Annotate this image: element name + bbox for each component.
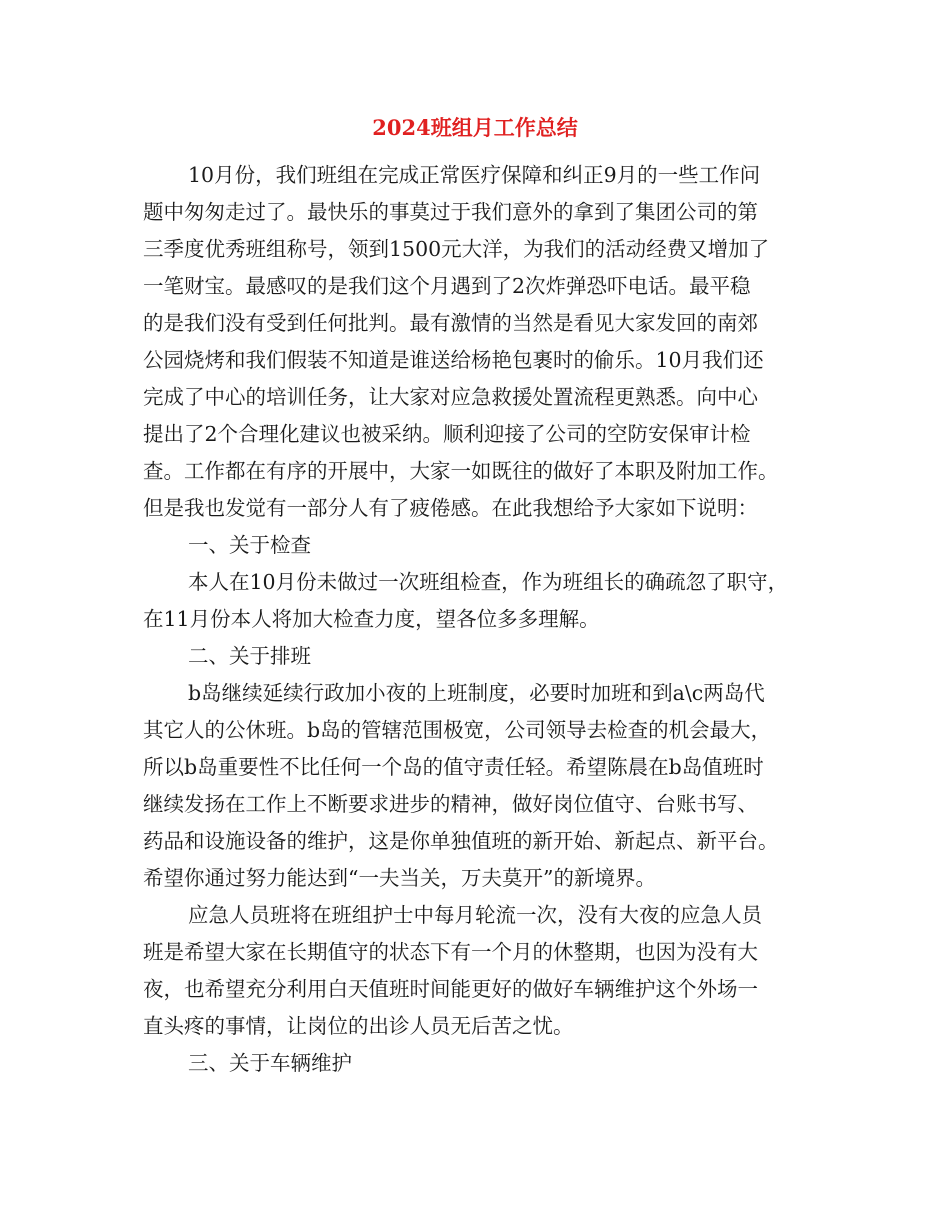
paragraph-line: 所以b岛重要性不比任何一个岛的值守责任轻。希望陈晨在b岛值班时 xyxy=(143,755,764,779)
paragraph-line: 但是我也发觉有一部分人有了疲倦感。在此我想给予大家如下说明： xyxy=(143,496,758,520)
paragraph-line: 希望你通过努力能达到“一夫当关，万夫莫开”的新境界。 xyxy=(143,866,656,890)
section-heading-inspection: 一、关于检查 xyxy=(188,533,311,557)
paragraph-line: 公园烧烤和我们假装不知道是谁送给杨艳包裹时的偷乐。10月我们还 xyxy=(143,348,764,372)
paragraph-line: 直头疼的事情，让岗位的出诊人员无后苦之忧。 xyxy=(143,1014,574,1038)
section-heading-vehicle-maintenance: 三、关于车辆维护 xyxy=(188,1051,352,1075)
paragraph-line: 的是我们没有受到任何批判。最有激情的当然是看见大家发回的南郊 xyxy=(143,311,758,335)
paragraph-line: 一笔财宝。最感叹的是我们这个月遇到了2次炸弹恐吓电话。最平稳 xyxy=(143,274,751,298)
paragraph-line: 三季度优秀班组称号，领到1500元大洋，为我们的活动经费又增加了 xyxy=(143,237,770,261)
document-title: 2024班组月工作总结 xyxy=(372,115,578,140)
paragraph-line: 药品和设施设备的维护，这是你单独值班的新开始、新起点、新平台。 xyxy=(143,829,779,853)
paragraph-line: 完成了中心的培训任务，让大家对应急救援处置流程更熟悉。向中心 xyxy=(143,385,758,409)
paragraph-line: 在11月份本人将加大检查力度，望各位多多理解。 xyxy=(143,607,600,631)
section-heading-scheduling: 二、关于排班 xyxy=(188,644,311,668)
paragraph-line: 题中匆匆走过了。最快乐的事莫过于我们意外的拿到了集团公司的第 xyxy=(143,200,758,224)
paragraph-line: 查。工作都在有序的开展中，大家一如既往的做好了本职及附加工作。 xyxy=(143,459,779,483)
paragraph-line: 提出了2个合理化建议也被采纳。顺利迎接了公司的空防安保审计检 xyxy=(143,422,751,446)
paragraph-line: 其它人的公休班。b岛的管辖范围极宽，公司领导去检查的机会最大， xyxy=(143,718,772,742)
paragraph-line: 继续发扬在工作上不断要求进步的精神，做好岗位值守、台账书写、 xyxy=(143,792,758,816)
paragraph-line: b岛继续延续行政加小夜的上班制度，必要时加班和到a\c两岛代 xyxy=(188,681,765,705)
paragraph-line: 应急人员班将在班组护士中每月轮流一次，没有大夜的应急人员 xyxy=(188,903,762,927)
paragraph-line: 夜，也希望充分利用白天值班时间能更好的做好车辆维护这个外场一 xyxy=(143,977,758,1001)
paragraph-line: 10月份，我们班组在完成正常医疗保障和纠正9月的一些工作问 xyxy=(188,163,761,187)
paragraph-line: 班是希望大家在长期值守的状态下有一个月的休整期，也因为没有大 xyxy=(143,940,758,964)
paragraph-line: 本人在10月份未做过一次班组检查，作为班组长的确疏忽了职守， xyxy=(188,570,789,594)
